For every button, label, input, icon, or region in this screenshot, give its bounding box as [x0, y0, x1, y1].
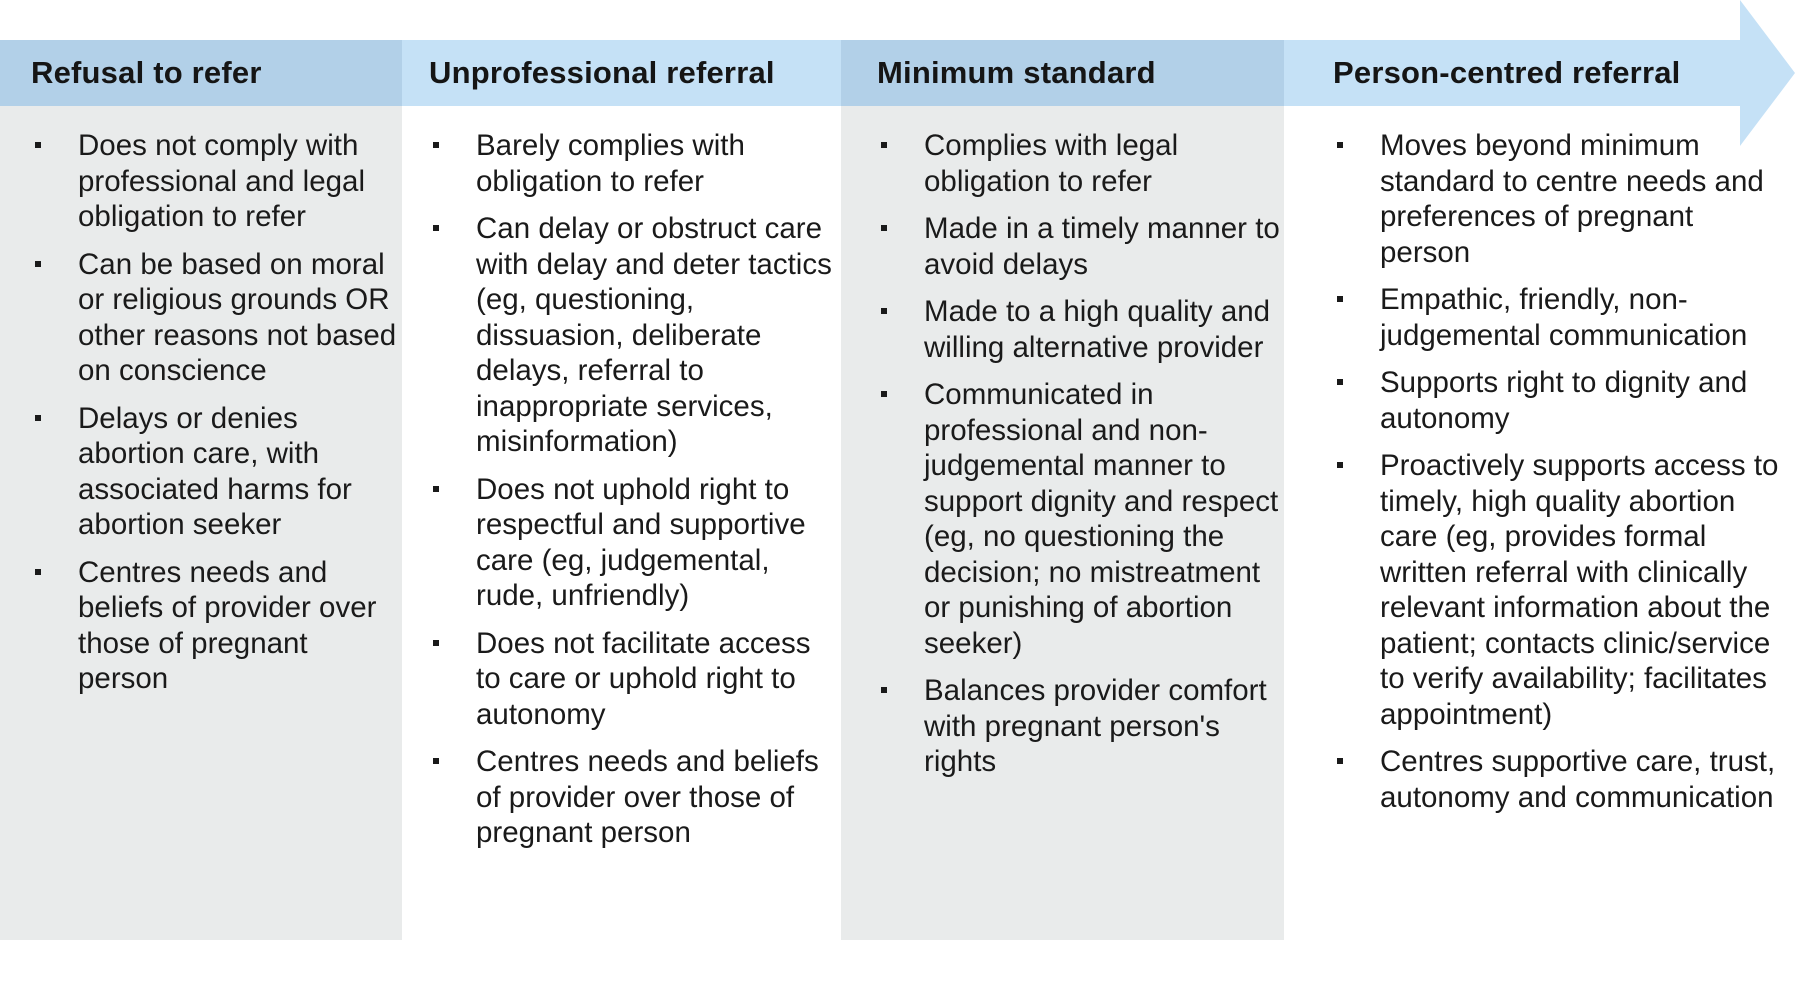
list-item	[1380, 365, 1780, 436]
bullet-icon	[1337, 296, 1343, 302]
bullet-icon	[1337, 379, 1343, 385]
bullet-icon	[881, 687, 887, 693]
list-item-text: Made in a timely manner to avoid delays	[924, 212, 1280, 281]
list-item	[924, 673, 1284, 780]
list-item-text: Centres needs and beliefs of provider over those of pregnant person	[476, 745, 819, 849]
bullet-icon	[433, 758, 439, 764]
bullet-icon	[433, 142, 439, 148]
bullet-icon	[35, 569, 41, 575]
criteria-list	[78, 128, 398, 709]
list-item-text: Complies with legal obligation to refer	[924, 129, 1179, 198]
list-item-text: Delays or denies abortion care, with associated harms for abortion seeker	[78, 401, 352, 541]
bullet-icon	[35, 415, 41, 421]
list-item	[78, 247, 398, 389]
list-item-text: Can delay or obstruct care with delay and deter tactics (eg, questioning, dissuasion, deliberate delays, referral to inappropriate services, misinformation)	[476, 212, 832, 458]
list-item	[476, 128, 841, 199]
bullet-icon	[1337, 462, 1343, 468]
criteria-list	[924, 128, 1284, 792]
column-title: Person-centred referral	[1333, 55, 1681, 90]
bullet-icon	[35, 142, 41, 148]
bullet-icon	[881, 308, 887, 314]
list-item	[476, 472, 841, 614]
bullet-icon	[881, 225, 887, 231]
list-item-text: Proactively supports access to timely, high quality abortion care (eg, provides formal written referral with clinically relevant information about the patient; contacts clinic/service to verify availability; facilitates appointment)	[1380, 449, 1779, 731]
list-item	[1380, 282, 1780, 353]
list-item	[78, 401, 398, 543]
list-item	[924, 294, 1284, 365]
criteria-list	[1380, 128, 1780, 827]
list-item-text: Moves beyond minimum standard to centre needs and preferences of pregnant person	[1380, 129, 1764, 269]
list-item-text: Barely complies with obligation to refer	[476, 129, 745, 198]
list-item-text: Communicated in professional and non-judgemental manner to support dignity and respect (eg, no questioning the decision; no mistreatment or punishing of abortion seeker)	[924, 378, 1279, 660]
criteria-list	[476, 128, 841, 863]
list-item-text: Centres needs and beliefs of provider over those of pregnant person	[78, 555, 377, 695]
list-item	[1380, 744, 1780, 815]
list-item-text: Can be based on moral or religious grounds OR other reasons not based on conscience	[78, 247, 397, 387]
list-item-text: Does not comply with professional and legal obligation to refer	[78, 129, 366, 233]
bullet-icon	[881, 391, 887, 397]
list-item	[78, 555, 398, 697]
bullet-icon	[35, 261, 41, 267]
list-item-text: Balances provider comfort with pregnant person's rights	[924, 674, 1267, 778]
bullet-icon	[1337, 758, 1343, 764]
list-item	[1380, 128, 1780, 270]
list-item	[476, 626, 841, 733]
bullet-icon	[433, 640, 439, 646]
list-item-text: Does not facilitate access to care or uphold right to autonomy	[476, 626, 811, 731]
list-item	[1380, 448, 1780, 732]
list-item	[924, 211, 1284, 282]
bullet-icon	[433, 486, 439, 492]
list-item	[78, 128, 398, 235]
list-item	[476, 211, 841, 460]
bullet-icon	[1337, 142, 1343, 148]
column-title: Minimum standard	[877, 55, 1156, 90]
list-item	[476, 744, 841, 851]
list-item	[924, 377, 1284, 661]
list-item-text: Does not uphold right to respectful and supportive care (eg, judgemental, rude, unfriendly)	[476, 472, 806, 612]
list-item-text: Supports right to dignity and autonomy	[1380, 366, 1748, 435]
column-title: Unprofessional referral	[429, 55, 775, 90]
list-item-text: Made to a high quality and willing alternative provider	[924, 295, 1271, 364]
list-item	[924, 128, 1284, 199]
column-title: Refusal to refer	[31, 55, 262, 90]
bullet-icon	[433, 225, 439, 231]
list-item-text: Centres supportive care, trust, autonomy and communication	[1380, 745, 1776, 814]
list-item-text: Empathic, friendly, non-judgemental communication	[1380, 283, 1748, 352]
bullet-icon	[881, 142, 887, 148]
